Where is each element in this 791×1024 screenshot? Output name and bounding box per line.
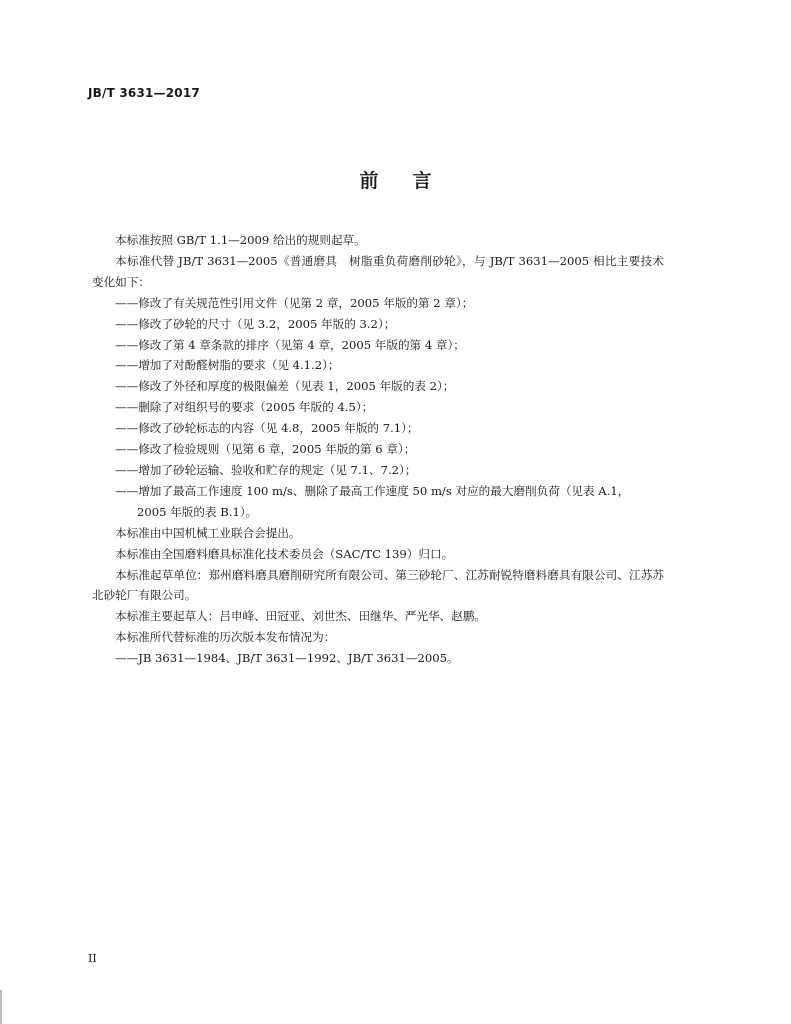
change-item: ——增加了对酚醛树脂的要求（见 4.1.2）； xyxy=(115,358,340,373)
change-item: ——修改了外径和厚度的极限偏差（见表 1，2005 年版的表 2）； xyxy=(115,379,455,394)
scan-edge-mark xyxy=(0,990,2,1024)
paragraph-proposed-by: 本标准由中国机械工业联合会提出。 xyxy=(115,525,301,540)
paragraph-replaces: 本标准代替 JB/T 3631—2005《普通磨具 树脂重负荷磨削砂轮》，与 JB/T 3631—2005 相比主要技术变化如下： xyxy=(92,253,664,289)
page-title: 前言 xyxy=(359,170,466,192)
change-item: ——修改了砂轮的尺寸（见 3.2，2005 年版的 3.2）； xyxy=(115,316,396,331)
change-item: ——增加了砂轮运输、验收和贮存的规定（见 7.1、7.2）； xyxy=(115,462,417,477)
paragraph-drafters: 本标准主要起草人：吕申峰、田冠亚、刘世杰、田继华、严光华、赵鹏。 xyxy=(115,609,487,624)
change-item: ——修改了第 4 章条款的排序（见第 4 章，2005 年版的第 4 章）； xyxy=(115,337,465,352)
change-item: ——修改了检验规则（见第 6 章，2005 年版的第 6 章）； xyxy=(115,442,416,457)
page-number: II xyxy=(88,952,97,965)
change-item: ——修改了砂轮标志的内容（见 4.8，2005 年版的 7.1）； xyxy=(115,421,419,436)
change-item: ——增加了最高工作速度 100 m/s、删除了最高工作速度 50 m/s 对应的最大磨削负荷（见表 A.1， xyxy=(115,483,630,498)
change-item: ——删除了对组织号的要求（2005 年版的 4.5）； xyxy=(115,400,374,415)
paragraph-drafting-rules: 本标准按照 GB/T 1.1—2009 给出的规则起草。 xyxy=(115,233,366,247)
paragraph-history-intro: 本标准所代替标准的历次版本发布情况为： xyxy=(115,630,336,645)
preface-body xyxy=(92,230,664,669)
standard-code: JB/T 3631—2017 xyxy=(88,86,200,100)
paragraph-centralized-by: 本标准由全国磨料磨具标准化技术委员会（SAC/TC 139）归口。 xyxy=(115,546,454,561)
history-item: ——JB 3631—1984、JB/T 3631—1992、JB/T 3631—2005。 xyxy=(115,651,459,666)
paragraph-drafting-units: 本标准起草单位：郑州磨料磨具磨削研究所有限公司、第三砂轮厂、江苏耐锐特磨料磨具有限公司、江苏苏北砂轮厂有限公司。 xyxy=(92,567,664,603)
change-item-continuation: 2005 年版的表 B.1）。 xyxy=(137,504,258,519)
change-item: ——修改了有关规范性引用文件（见第 2 章，2005 年版的第 2 章）； xyxy=(115,295,474,310)
